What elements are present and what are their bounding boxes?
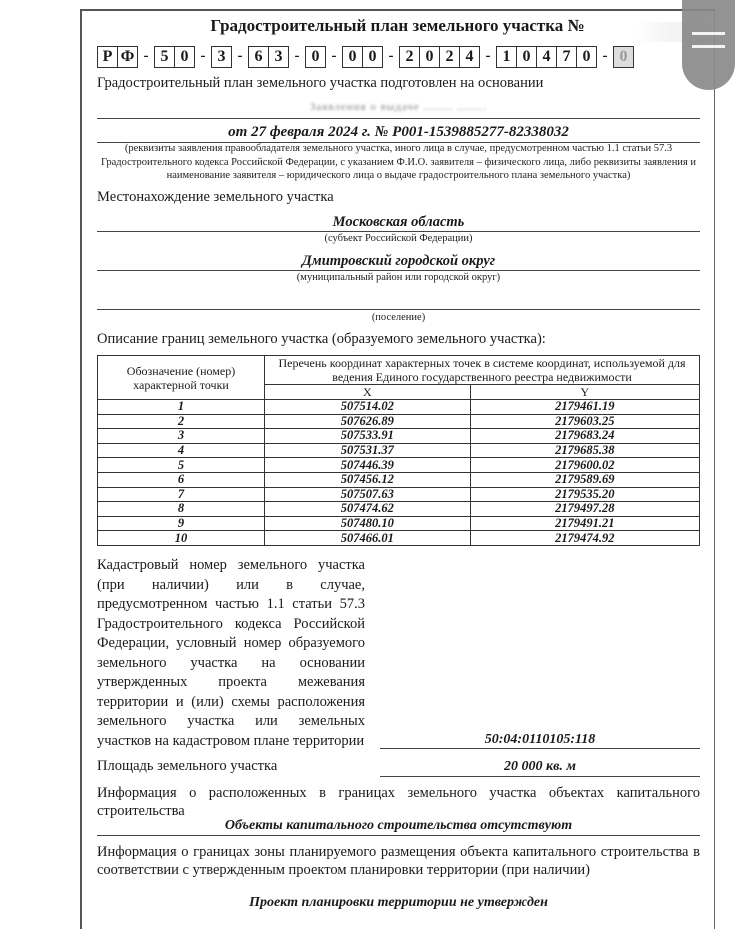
cell-point: 1 xyxy=(98,400,265,415)
number-separator: - xyxy=(388,48,394,64)
coordinates-table xyxy=(97,355,700,546)
cell-point: 2 xyxy=(98,414,265,429)
table-row xyxy=(98,516,700,531)
location-label: Местонахождение земельного участка xyxy=(97,189,334,205)
cell-x: 507626.89 xyxy=(265,414,471,429)
plan-number-digit: 1 xyxy=(496,46,517,68)
cell-point: 9 xyxy=(98,516,265,531)
table-row xyxy=(98,443,700,458)
number-separator: - xyxy=(485,48,491,64)
table-row xyxy=(98,458,700,473)
plan-number-digit: 4 xyxy=(536,46,557,68)
cell-x: 507466.01 xyxy=(265,531,471,546)
cell-point: 6 xyxy=(98,472,265,487)
plan-number-digit: 3 xyxy=(211,46,232,68)
table-row xyxy=(98,414,700,429)
cell-x: 507474.62 xyxy=(265,502,471,517)
cell-point: 7 xyxy=(98,487,265,502)
cell-x: 507456.12 xyxy=(265,472,471,487)
cell-y: 2179600.02 xyxy=(470,458,699,473)
document-title: Градостроительный план земельного участка № xyxy=(210,16,585,35)
y-header: Y xyxy=(470,385,699,400)
cell-x: 507480.10 xyxy=(265,516,471,531)
settlement-underline xyxy=(97,309,700,310)
capital-objects-label: Информация о расположенных в границах земельного участка объектах капитального строительства xyxy=(97,785,700,819)
plan-number-boxes xyxy=(97,45,634,68)
cell-y: 2179474.92 xyxy=(470,531,699,546)
subject-caption: (субъект Российской Федерации) xyxy=(324,233,473,244)
plan-number-digit: 2 xyxy=(439,46,460,68)
cell-point: 5 xyxy=(98,458,265,473)
cell-y: 2179683.24 xyxy=(470,429,699,444)
plan-number-digit: 0 xyxy=(419,46,440,68)
basis-redacted-text: Заявления о выдаче ........ ........ xyxy=(309,101,488,113)
plan-number-digit: 4 xyxy=(459,46,480,68)
area-underline xyxy=(380,776,700,777)
number-separator: - xyxy=(294,48,300,64)
number-separator: - xyxy=(143,48,149,64)
cell-x: 507446.39 xyxy=(265,458,471,473)
cell-point: 3 xyxy=(98,429,265,444)
plan-number-digit: 0 xyxy=(174,46,195,68)
plan-number-digit: 6 xyxy=(248,46,269,68)
cadastral-number: 50:04:0110105:118 xyxy=(484,732,596,747)
settlement-caption: (поселение) xyxy=(371,312,426,323)
plan-number-digit: 0 xyxy=(613,46,634,68)
table-row xyxy=(98,400,700,415)
plan-number-digit: Ф xyxy=(117,46,138,68)
plan-number-digit: 2 xyxy=(399,46,420,68)
basis-underline xyxy=(97,118,700,119)
plan-number-digit: 0 xyxy=(305,46,326,68)
cell-y: 2179491.21 xyxy=(470,516,699,531)
plan-number-digit: 0 xyxy=(516,46,537,68)
number-separator: - xyxy=(331,48,337,64)
plan-number-digit: 0 xyxy=(576,46,597,68)
plan-number-digit: 5 xyxy=(154,46,175,68)
capital-objects-underline xyxy=(97,835,700,836)
cell-x: 507507.63 xyxy=(265,487,471,502)
number-separator: - xyxy=(237,48,243,64)
number-separator: - xyxy=(200,48,206,64)
plan-number-digit: Р xyxy=(97,46,118,68)
basis-label: Градостроительный план земельного участка подготовлен на основании xyxy=(97,75,544,91)
number-separator: - xyxy=(602,48,608,64)
table-row xyxy=(98,472,700,487)
cell-point: 4 xyxy=(98,443,265,458)
cell-point: 8 xyxy=(98,502,265,517)
plan-number-digit: 7 xyxy=(556,46,577,68)
cell-point: 10 xyxy=(98,531,265,546)
subject-value: Московская область xyxy=(332,214,465,230)
application-note: (реквизиты заявления правообладателя земельного участка, иного лица в случае, предусмотренном частью 1.1 статьи 57.3 Градостроительного кодекса Российской Федерации, с указанием Ф.И.О. заявителя – физического лица, либо реквизиты заявления и наименование заявителя – юридического лица о выдаче градостроительного плана земельного участка) xyxy=(100,143,697,181)
menu-button[interactable] xyxy=(682,0,735,90)
table-row xyxy=(98,487,700,502)
cell-x: 507531.37 xyxy=(265,443,471,458)
cell-y: 2179535.20 xyxy=(470,487,699,502)
point-number-header: Обозначение (номер) характерной точки xyxy=(98,356,265,400)
plan-number-digit: 0 xyxy=(362,46,383,68)
x-header: X xyxy=(265,385,471,400)
table-row xyxy=(98,531,700,546)
cell-x: 507514.02 xyxy=(265,400,471,415)
cadastral-label: Кадастровый номер земельного участка (при наличии) или в случае, предусмотренном частью 1.1 статьи 57.3 Градостроительного кодекса Российской Федерации, условный номер образуемого земельного участка на основании утвержденных проекта межевания территории и (или) схемы расположения земельного участка или земельных участков на кадастровом плане территории xyxy=(97,557,365,749)
planning-zone-value: Проект планировки территории не утвержден xyxy=(249,895,548,910)
cell-x: 507533.91 xyxy=(265,429,471,444)
cell-y: 2179461.19 xyxy=(470,400,699,415)
cell-y: 2179497.28 xyxy=(470,502,699,517)
plan-number-digit: 0 xyxy=(342,46,363,68)
plan-number-digit: 3 xyxy=(268,46,289,68)
district-caption: (муниципальный район или городской округ) xyxy=(296,272,501,283)
planning-zone-label: Информация о границах зоны планируемого размещения объекта капитального строительства в соответствии с утвержденным проектом планировки территории (при наличии) xyxy=(97,844,700,878)
application-reference: от 27 февраля 2024 г. № Р001-1539885277-82338032 xyxy=(228,124,569,140)
cadastral-underline xyxy=(380,748,700,749)
area-value: 20 000 кв. м xyxy=(504,759,576,774)
boundaries-label: Описание границ земельного участка (образуемого земельного участка): xyxy=(97,331,546,347)
cell-y: 2179685.38 xyxy=(470,443,699,458)
area-label: Площадь земельного участка xyxy=(97,758,278,774)
capital-objects-value: Объекты капитального строительства отсутствуют xyxy=(224,818,573,833)
table-row xyxy=(98,502,700,517)
cell-y: 2179603.25 xyxy=(470,414,699,429)
table-row xyxy=(98,429,700,444)
coordinates-header: Перечень координат характерных точек в системе координат, используемой для ведения Единого государственного реестра недвижимости xyxy=(265,356,700,385)
cell-y: 2179589.69 xyxy=(470,472,699,487)
district-value: Дмитровский городской округ xyxy=(301,253,496,269)
